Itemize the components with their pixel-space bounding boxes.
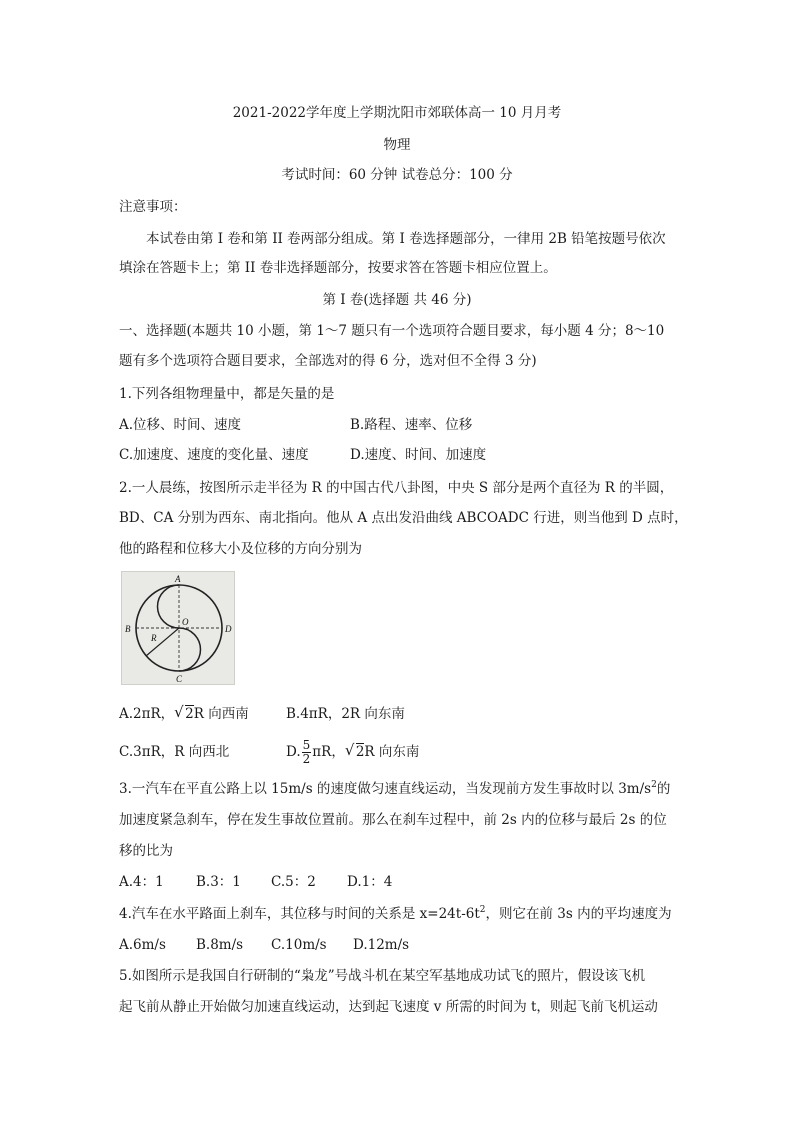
notice-line-1: 本试卷由第 I 卷和第 II 卷两部分组成。第 I 卷选择题部分，一律用 2B 铅笔按题号依次 [146,231,666,247]
bagua-diagram [122,572,234,684]
section-instructions-1: 一、选择题(本题共 10 小题，第 1～7 题只有一个选项符合题目要求，每小题 4 分；8～10 [119,323,665,339]
q2-stem-3: 他的路程和位移大小及位移的方向分别为 [119,541,362,557]
q4-option-b: B.8m/s [196,937,244,953]
q3-stem-1: 3.一汽车在平直公路上以 15m/s 的速度做匀速直线运动，当发现前方发生事故时以 $3m/s^2$的 [119,780,671,797]
q2-stem-1: 2.一人晨练，按图所示走半径为 R 的中国古代八卦图，中央 S 部分是两个直径为 R 的半圆， [119,480,674,496]
notice-line-2: 填涂在答题卡上；第 II 卷非选择题部分，按要求答在答题卡相应位置上。 [119,260,557,276]
q3-option-b: B.3：1 [196,874,241,890]
q2-option-d: D. $\frac{5}{2}$ πR， √ 2R 向东南 [286,738,420,766]
q3-stem-2: 加速度紧急刹车，停在发生事故位置前。那么在刹车过程中，前 2s 内的位移与最后 2s 的位 [119,812,667,828]
label-b: B [125,624,131,634]
bagua-figure [121,571,235,685]
q2-option-c: C.3πR，R 向西北 [119,744,230,760]
s-curve-upper [158,585,180,628]
q1-option-b: B.路程、速率、位移 [350,417,473,433]
fraction-five-halves: $\frac{5}{2}$ [302,738,311,766]
label-a: A [175,574,181,584]
q5-stem-1: 5.如图所示是我国自行研制的“枭龙”号战斗机在某空军基地成功试飞的照片，假设该飞机 [119,968,646,984]
label-o: O [182,617,189,627]
q4-option-d: D.12m/s [353,937,410,953]
notice-heading: 注意事项： [119,199,187,215]
q1-option-c: C.加速度、速度的变化量、速度 [119,447,309,463]
exam-info: 考试时间：60 分钟 试卷总分：100 分 [281,167,513,183]
q1-option-d: D.速度、时间、加速度 [350,447,487,463]
s-curve-lower [179,628,200,671]
q3-option-a: A.4：1 [119,874,164,890]
label-d: D [225,624,232,634]
label-r: R [151,633,157,643]
q4-option-a: A.6m/s [119,937,166,953]
q3-stem-3: 移的比为 [119,843,173,859]
q3-option-d: D.1：4 [347,874,393,890]
q4-option-c: C.10m/s [271,937,327,953]
q2-stem-2: BD、CA 分别为西东、南北指向。他从 A 点出发沿曲线 ABCOADC 行进，则当他到 D 点时， [119,510,688,526]
q2-option-a: A.2πR， √ 2R 向西南 [119,703,249,722]
exam-title: 2021-2022学年度上学期沈阳市郊联体高一 10 月月考 [232,105,562,121]
section-instructions-2: 题有多个选项符合题目要求，全部选对的得 6 分，选对但不全得 3 分) [119,353,537,369]
subject-title: 物理 [383,137,411,153]
label-c: C [176,674,183,684]
q1-option-a: A.位移、时间、速度 [119,417,242,433]
q4-stem: 4.汽车在水平路面上刹车，其位移与时间的关系是 $x=24t-6t^2$，则它在前 3s 内的平均速度为 [119,905,672,922]
q1-stem: 1.下列各组物理量中，都是矢量的是 [119,386,335,402]
section-title: 第 I 卷(选择题 共 46 分) [322,292,472,308]
q5-stem-2: 起飞前从静止开始做匀加速直线运动，达到起飞速度 v 所需的时间为 t，则起飞前飞机运动 [119,999,658,1015]
q2-option-b: B.4πR，2R 向东南 [286,706,405,722]
q3-option-c: C.5：2 [271,874,316,890]
